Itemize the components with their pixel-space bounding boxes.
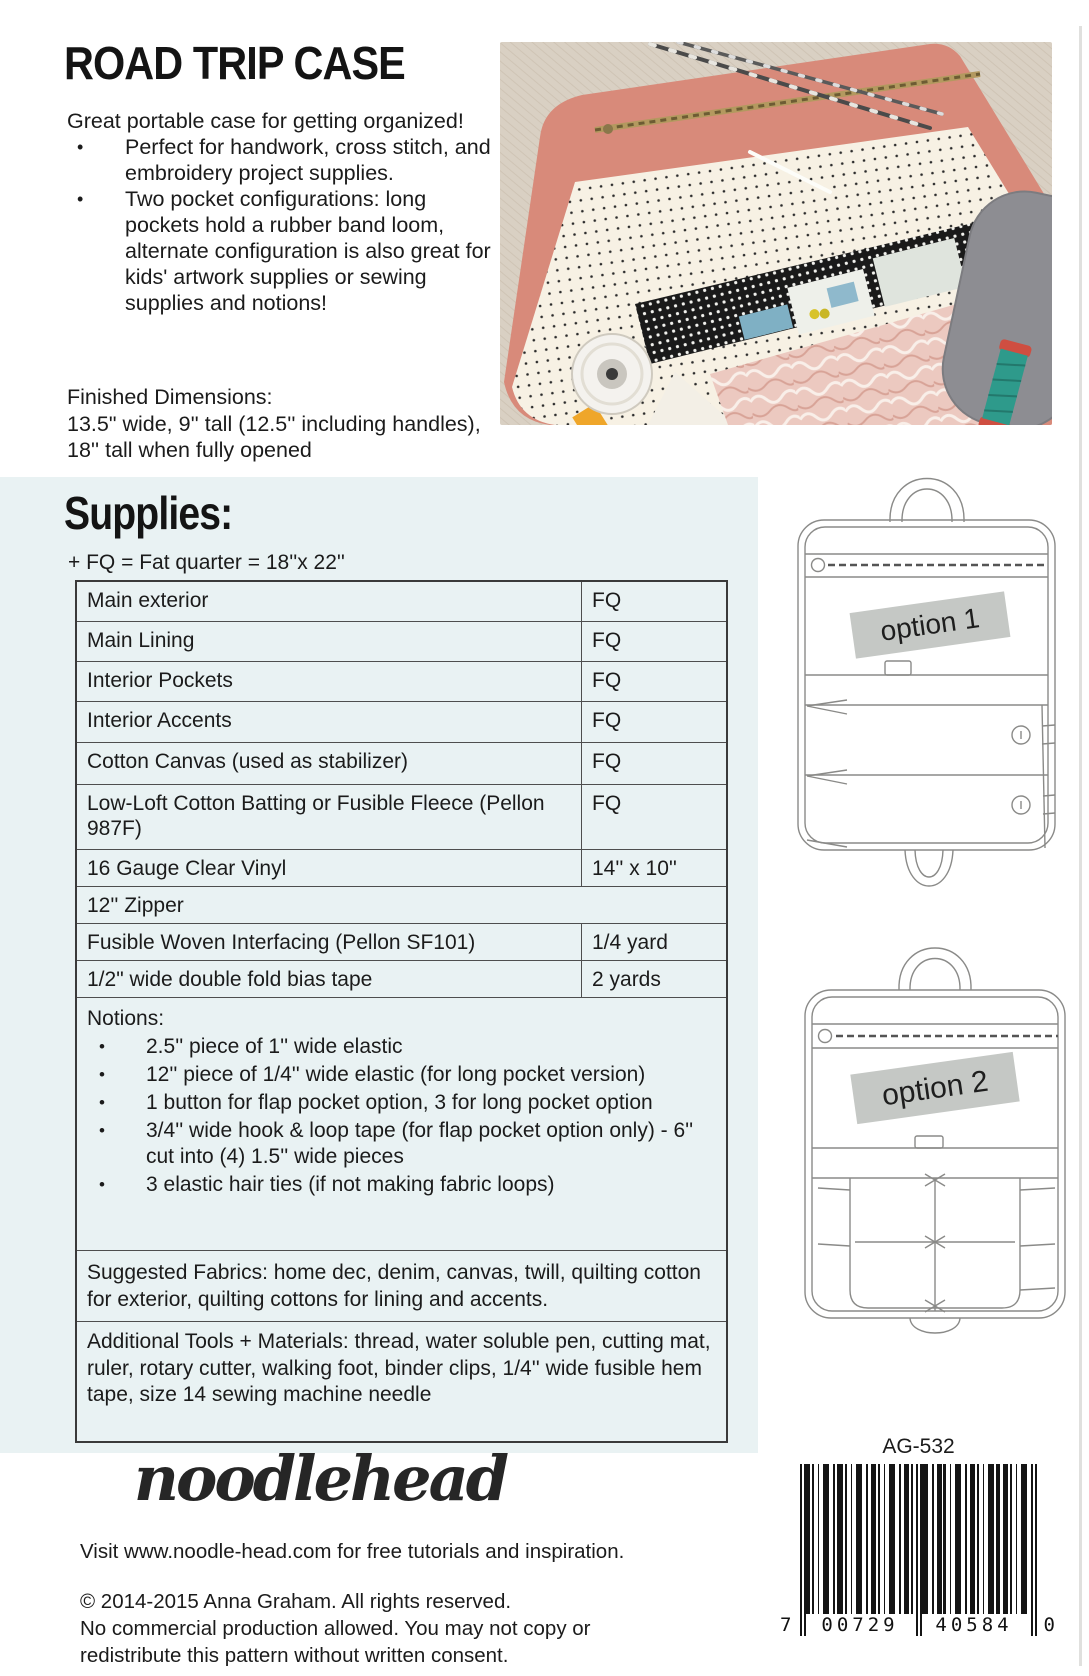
- supply-qty: 14'' x 10'': [581, 850, 726, 886]
- notions-cell: [77, 998, 726, 1250]
- barcode-digit-group: 00729: [810, 1614, 910, 1638]
- option-1-label: [850, 591, 1011, 658]
- table-row: [77, 662, 726, 702]
- table-row: [77, 850, 726, 887]
- handle-outline: [910, 959, 960, 991]
- table-row-suggested-fabrics: [77, 1251, 726, 1322]
- table-row-notions: [77, 998, 726, 1251]
- pattern-sku: AG-532: [882, 1435, 955, 1458]
- notion-item: • 3 elastic hair ties (if not making fabric loops): [87, 1172, 716, 1198]
- intro-paragraph: Great portable case for getting organized!: [67, 109, 464, 133]
- additional-tools: Additional Tools + Materials: thread, water soluble pen, cutting mat, ruler, rotary cutter, walking foot, binder clips, 1/4'' wide fusible hem tape, size 14 sewing machine needle: [87, 1330, 711, 1406]
- intro-bullet: • Two pocket configurations: long pockets hold a rubber band loom, alternate configuration is also great for kids' artwork supplies or sewing supplies and notions!: [67, 186, 497, 316]
- bottom-handle-outline: [910, 1318, 960, 1333]
- page-edge-shadow: [1079, 26, 1082, 1666]
- finished-dimensions-label: Finished Dimensions:: [67, 385, 273, 409]
- svg-text:option 1: option 1: [878, 602, 982, 647]
- notion-item: • 2.5'' piece of 1'' wide elastic: [87, 1034, 716, 1060]
- table-row: [77, 743, 726, 785]
- option-2-diagram: [755, 890, 1080, 1340]
- website-line: Visit www.noodle-head.com for free tutorials and inspiration.: [80, 1540, 625, 1563]
- supply-qty: FQ: [581, 582, 726, 621]
- supply-item: Fusible Woven Interfacing (Pellon SF101): [87, 931, 476, 954]
- supply-item: Cotton Canvas (used as stabilizer): [87, 750, 408, 773]
- case-inner-outline: [805, 527, 1048, 843]
- supply-item: Interior Accents: [87, 709, 232, 732]
- finished-dimensions: [67, 384, 497, 464]
- supply-qty: 1/4 yard: [581, 924, 726, 960]
- suggested-fabrics: Suggested Fabrics: home dec, denim, canvas, twill, quilting cotton for exterior, quilting cottons for lining and accents.: [87, 1261, 701, 1311]
- table-row: [77, 961, 726, 998]
- barcode-digit: 0: [1043, 1614, 1055, 1636]
- finished-dimensions-value: 13.5" wide, 9'' tall (12.5'' including handles), 18'' tall when fully opened: [67, 411, 481, 462]
- supply-qty: FQ: [581, 702, 726, 742]
- bottom-handle-outline: [915, 850, 943, 877]
- copyright-line: redistribute this pattern without written consent.: [80, 1644, 509, 1667]
- supply-item: 16 Gauge Clear Vinyl: [87, 857, 287, 880]
- table-row: [77, 785, 726, 850]
- closure-tab: [885, 661, 911, 675]
- supply-item: Main exterior: [87, 589, 209, 612]
- intro-bullet: • Perfect for handwork, cross stitch, and embroidery project supplies.: [67, 134, 497, 186]
- supply-item: Interior Pockets: [87, 669, 233, 692]
- bottom-handle-outline: [905, 850, 953, 886]
- zipper-pull: [812, 559, 825, 572]
- supply-item: 1/2" wide double fold bias tape: [87, 968, 373, 991]
- supply-qty: FQ: [581, 785, 726, 849]
- zipper-pull: [819, 1030, 832, 1043]
- intro-text: [67, 108, 497, 316]
- supply-qty: FQ: [581, 743, 726, 784]
- barcode-guard: [1031, 1464, 1033, 1636]
- supply-item: Main Lining: [87, 629, 195, 652]
- barcode-digit-group: 40584: [924, 1614, 1024, 1638]
- table-row: [77, 887, 726, 924]
- notions-list: [87, 1034, 716, 1198]
- supplies-table: [75, 580, 728, 1443]
- noodlehead-logo: noodlehead: [133, 1442, 507, 1515]
- supplies-heading: Supplies:: [64, 487, 233, 539]
- barcode: [780, 1464, 1055, 1654]
- svg-text:option 2: option 2: [879, 1064, 991, 1113]
- copyright-line: © 2014-2015 Anna Graham. All rights reserved.: [80, 1590, 512, 1613]
- supply-qty: 2 yards: [581, 961, 726, 997]
- page-title: ROAD TRIP CASE: [64, 37, 405, 89]
- table-row-additional-tools: [77, 1322, 726, 1441]
- notion-item: • 12'' piece of 1/4'' wide elastic (for long pocket version): [87, 1062, 716, 1088]
- supply-item: 12'' Zipper: [87, 894, 184, 917]
- notion-item: • 3/4'' wide hook & loop tape (for flap pocket option only) - 6'' cut into (4) 1.5'' wide pieces: [87, 1118, 716, 1170]
- case-outline: [798, 520, 1055, 850]
- supply-qty: FQ: [581, 662, 726, 701]
- barcode-guard: [804, 1464, 806, 1636]
- handle-outline: [890, 479, 964, 523]
- closure-tab: [915, 1136, 943, 1148]
- notions-title: Notions:: [87, 1007, 165, 1030]
- barcode-guard: [800, 1464, 802, 1636]
- barcode-digit: 7: [780, 1614, 792, 1636]
- copyright-line: No commercial production allowed. You may not copy or: [80, 1617, 591, 1640]
- notion-item: • 1 button for flap pocket option, 3 for long pocket option: [87, 1090, 716, 1116]
- option-2-label: [850, 1052, 1019, 1124]
- supply-qty: FQ: [581, 622, 726, 661]
- product-photo-art: [500, 42, 1052, 425]
- supply-item: Low-Loft Cotton Batting or Fusible Fleece (Pellon 987F): [87, 792, 545, 840]
- product-photo: [500, 42, 1052, 425]
- table-row: [77, 582, 726, 622]
- table-row: [77, 702, 726, 743]
- copyright-block: [80, 1588, 591, 1669]
- barcode-guard: [1035, 1464, 1037, 1636]
- barcode-bars: [800, 1464, 1037, 1614]
- barcode-guard: [920, 1464, 922, 1636]
- option-1-diagram: [755, 448, 1075, 903]
- intro-bullet-list: [67, 134, 497, 316]
- barcode-guard: [916, 1464, 918, 1636]
- fat-quarter-note: + FQ = Fat quarter = 18''x 22'': [68, 551, 345, 574]
- table-row: [77, 622, 726, 662]
- table-row: [77, 924, 726, 961]
- handle-outline: [902, 489, 952, 522]
